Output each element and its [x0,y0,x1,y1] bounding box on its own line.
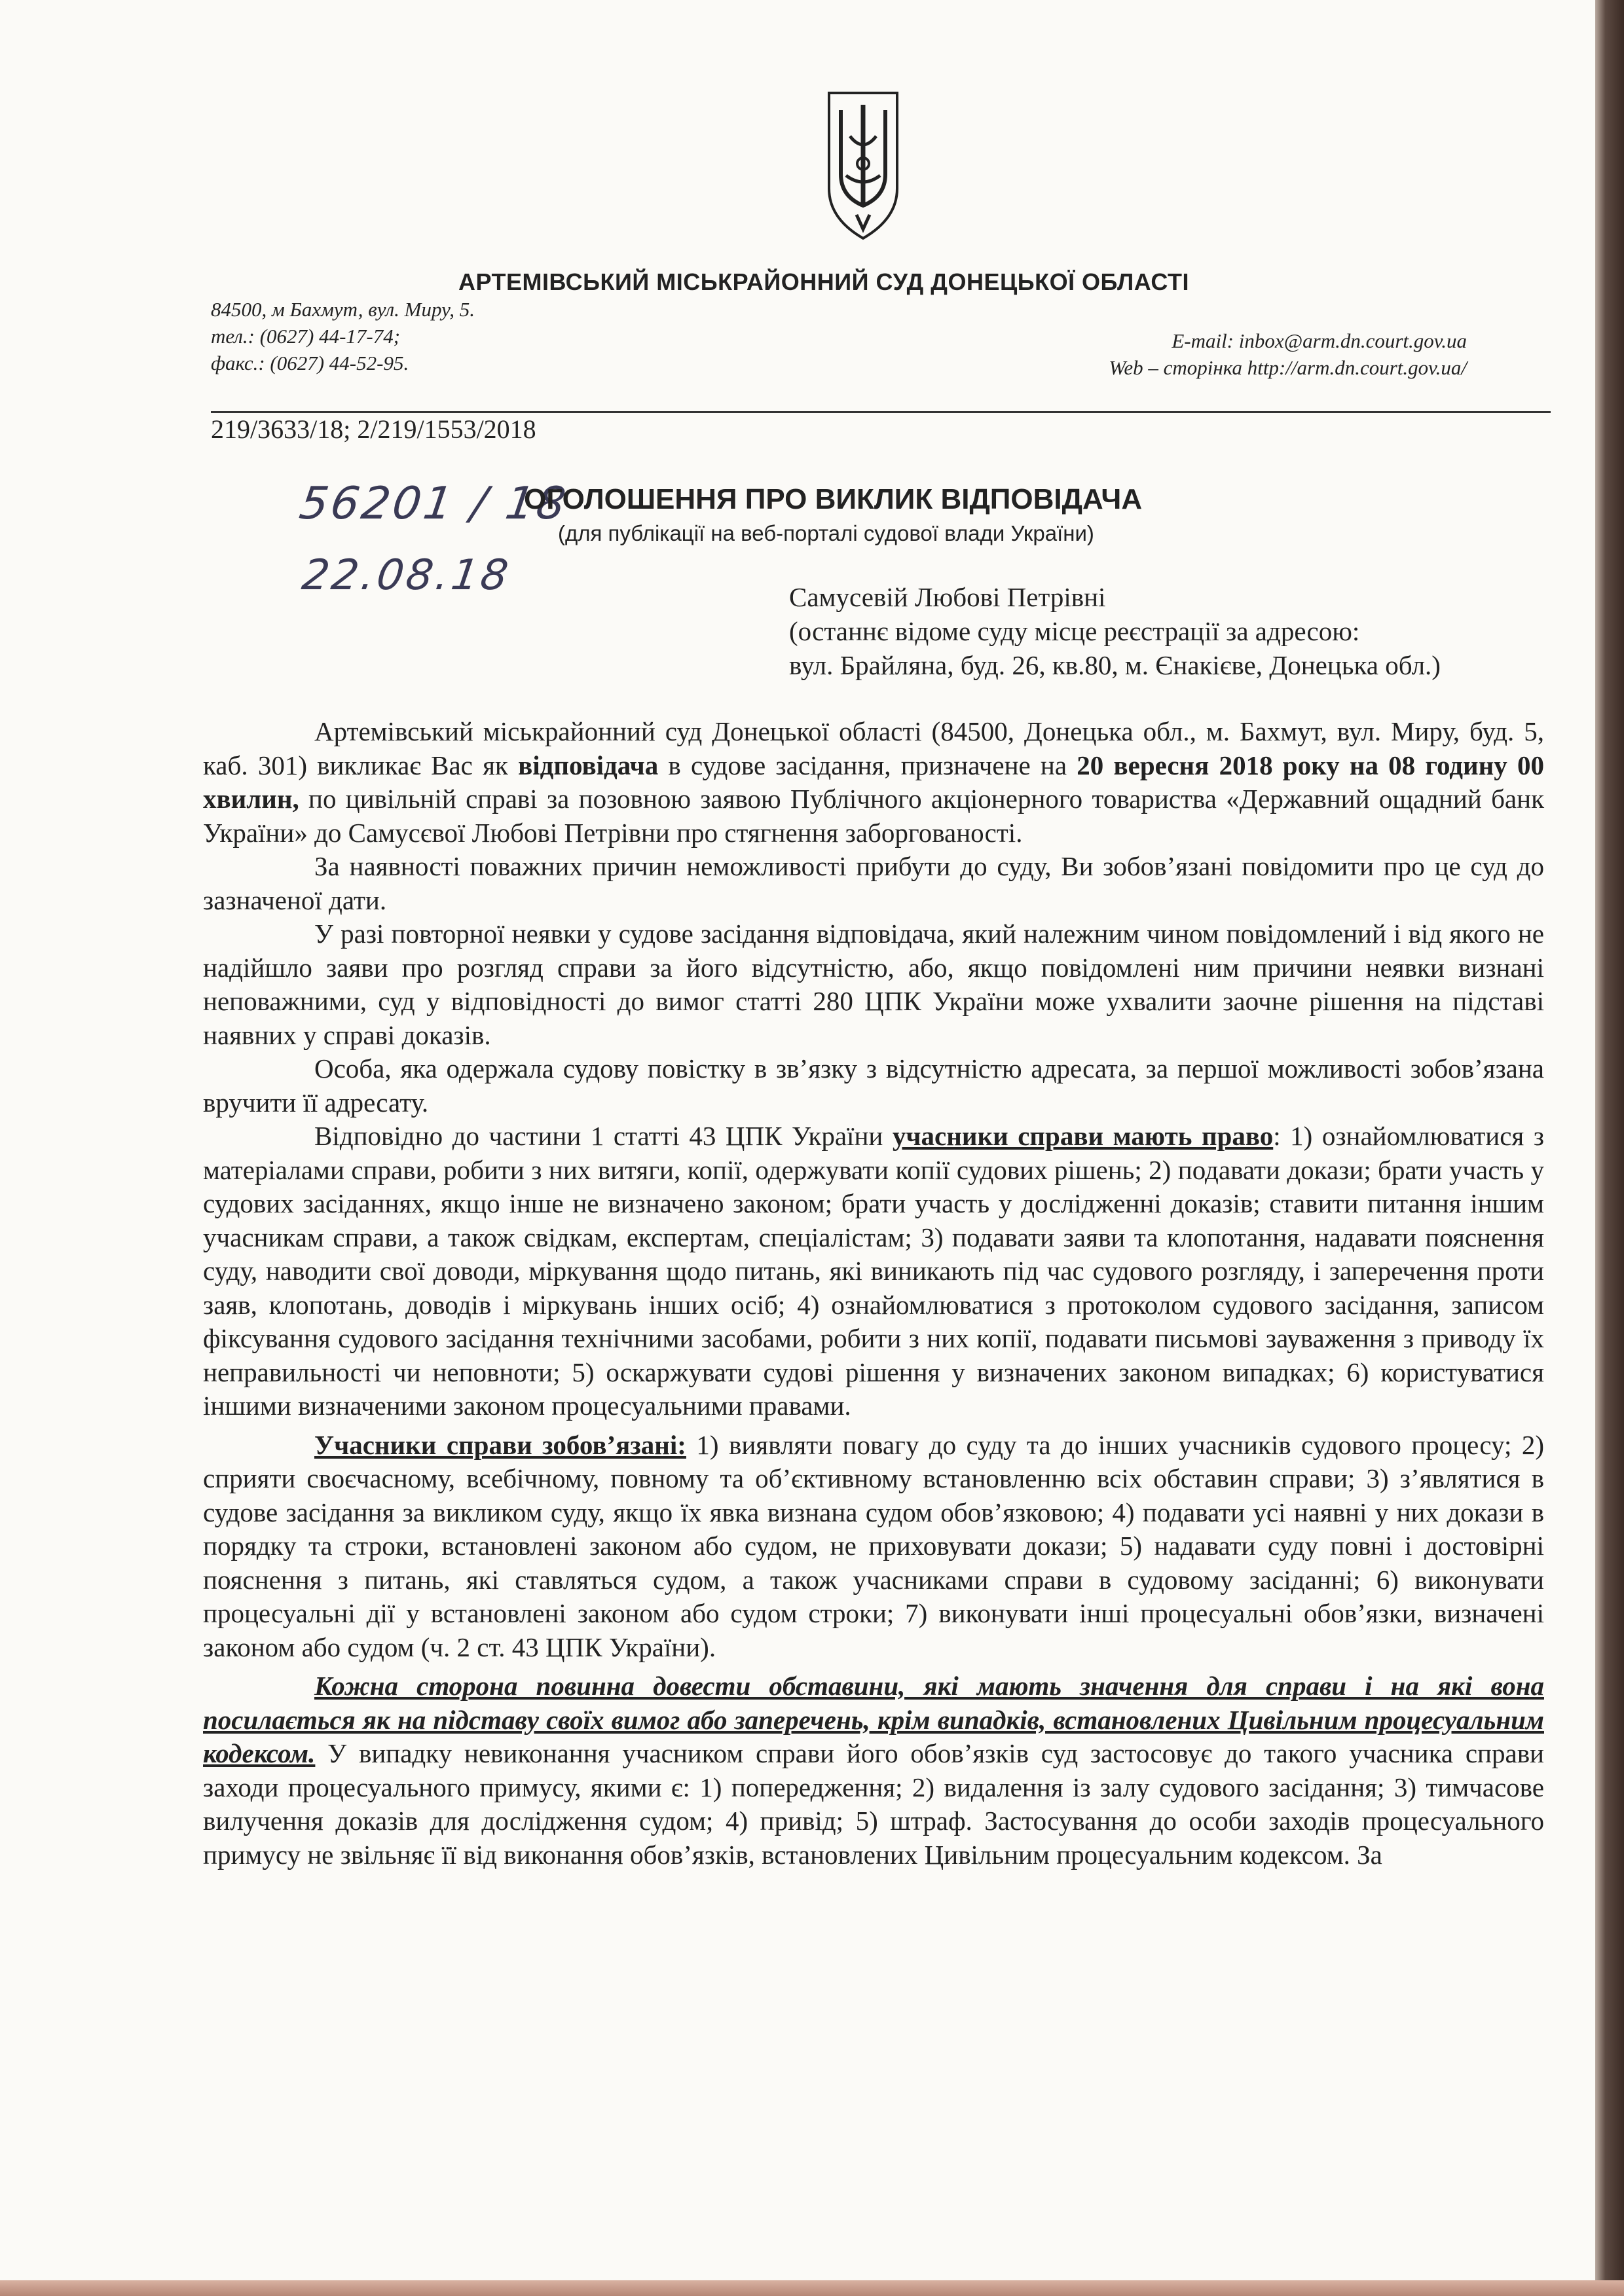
address-line: 84500, м Бахмут, вул. Миру, 5. [211,298,475,321]
paragraph-burden-of-proof: Кожна сторона повинна довести обставини, які мають значення для справи і на які вона посилається як на підставу своїх вимог або заперечень, крім випадків, встановлених Цивільним процесуальним кодексом. У випадку невиконання учасником справи його обов’язків суд застосовує до такого учасника справи заходи процесуального примусу, якими є: 1) попередження; 2) видалення із залу судового засідання; 3) тимчасове вилучення доказів для дослідження судом; 4) привід; 5) штраф. Застосування до особи заходів процесуального примусу не звільняє її від виконання обов’язків, встановлених Цивільним процесуальним кодексом. За [203,1671,1544,1870]
recipient-name: Самусевій Любові Петрівні [789,582,1106,612]
paragraph-summons: Артемівський міськрайонний суд Донецької області (84500, Донецька обл., м. Бахмут, вул. Миру, буд. 5, каб. 301) викликає Вас як відповідача в судове засідання, призначене на 20 вересня 2018 року на 08 годину 00 хвилин, по цивільній справі за позовною заявою Публічного акціонерного товариства «Державний ощадний банк України» до Самусєвої Любові Петрівни про стягнення заборгованості. [203,716,1544,848]
rights-heading: учасники справи мають право [892,1121,1274,1151]
document-title: ОГОЛОШЕННЯ ПРО ВИКЛИК ВІДПОВІДАЧА [524,483,1143,515]
email-line: E-mail: inbox@arm.dn.court.gov.ua [1172,329,1467,352]
scan-edge-right [1595,0,1624,2296]
court-address-block [211,296,475,376]
court-name: АРТЕМІВСЬКИЙ МІСЬКРАЙОННИЙ СУД ДОНЕЦЬКОЇ ОБЛАСТІ [458,268,1189,295]
paragraph-delivery: Особа, яка одержала судову повістку в зв’язку з відсутністю адресата, за першої можливості зобов’язана вручити її адресату. [203,1053,1544,1118]
document-subtitle: (для публікації на веб-порталі судової влади України) [558,521,1094,545]
fax-line: факс.: (0627) 44-52-95. [211,352,409,374]
hearing-date: 20 вересня 2018 року на 08 годину 00 хвилин, [203,750,1544,814]
recipient-note: (останнє відоме суду місце реєстрації за адресою: [789,616,1360,646]
document-body [203,715,1544,1872]
duties-heading: Учасники справи зобов’язані: [314,1429,686,1460]
handwritten-registration-number: 56201 / 18 [296,478,572,530]
court-contacts-block [1109,327,1467,381]
trident-coat-of-arms-icon [826,90,900,241]
defendant-role: відповідача [518,750,659,780]
paragraph-duties: Учасники справи зобов’язані: 1) виявляти повагу до суду та до інших учасників судового процесу; 2) сприяти своєчасному, всебічному, повному та об’єктивному встановленню всіх обставин справи; 3) з’являтися в судове засідання за викликом суду, якщо їх явка визнана судом обов’язковою; 4) подавати усі наявні у них докази в порядку та строки, встановлені законом або судом, не приховувати докази; 5) надавати суду повні і достовірні пояснення з питань, які ставляться судом, а також учасниками справи в судовому засіданні; 6) виконувати процесуальні дії у встановлені законом або судом строки; 7) виконувати інші процесуальні обов’язки, визначені законом або судом (ч. 2 ст. 43 ЦПК України). [203,1429,1544,1662]
paragraph-notify: За наявності поважних причин неможливості прибути до суду, Ви зобов’язані повідомити про це суд до зазначеної дати. [203,851,1544,915]
recipient-block [789,580,1441,682]
case-numbers: 219/3633/18; 2/219/1553/2018 [211,414,536,444]
recipient-address: вул. Брайляна, буд. 26, кв.80, м. Єнакієве, Донецька обл.) [789,650,1441,680]
phone-line: тел.: (0627) 44-17-74; [211,325,401,348]
paragraph-absence: У разі повторної неявки у судове засідання відповідача, який належним чином повідомлений і від якого не надійшло заяви про розгляд справи за його відсутністю, або, якщо повідомлені ним причини неявки визнані неповажними, суд у відповідності до вимог статті 280 ЦПК України може ухвалити заочне рішення на підставі наявних у справі доказів. [203,919,1544,1050]
scan-edge-bottom [0,2280,1624,2296]
burden-of-proof-heading: Кожна сторона повинна довести обставини, які мають значення для справи і на які вона посилається як на підставу своїх вимог або заперечень, крім випадків, встановлених Цивільним процесуальним кодексом. [203,1671,1544,1768]
header-divider [211,411,1551,413]
handwritten-date: 22.08.18 [299,551,514,600]
paragraph-rights: Відповідно до частини 1 статті 43 ЦПК України учасники справи мають право: 1) ознайомлюватися з матеріалами справи, робити з них витяги, копії, одержувати копії судових рішень; 2) подавати докази; брати участь у судових засіданнях, якщо інше не визначено законом; брати участь у дослідженні доказів; ставити питання іншим учасникам справи, а також свідкам, експертам, спеціалістам; 3) подавати заяви та клопотання, надавати пояснення суду, наводити свої доводи, міркування щодо питань, які виникають під час судового розгляду, і заперечення проти заяв, клопотань, доводів і міркувань інших осіб; 4) ознайомлюватися з протоколом судового засідання, записом фіксування судового засідання технічними засобами, робити з них копії, подавати письмові зауваження з приводу їх неправильності чи неповноти; 5) оскаржувати судові рішення у визначених законом випадках; 6) користуватися іншими визначеними законом процесуальними правами. [203,1121,1544,1421]
web-line: Web – сторінка http://arm.dn.court.gov.ua/ [1109,356,1467,379]
